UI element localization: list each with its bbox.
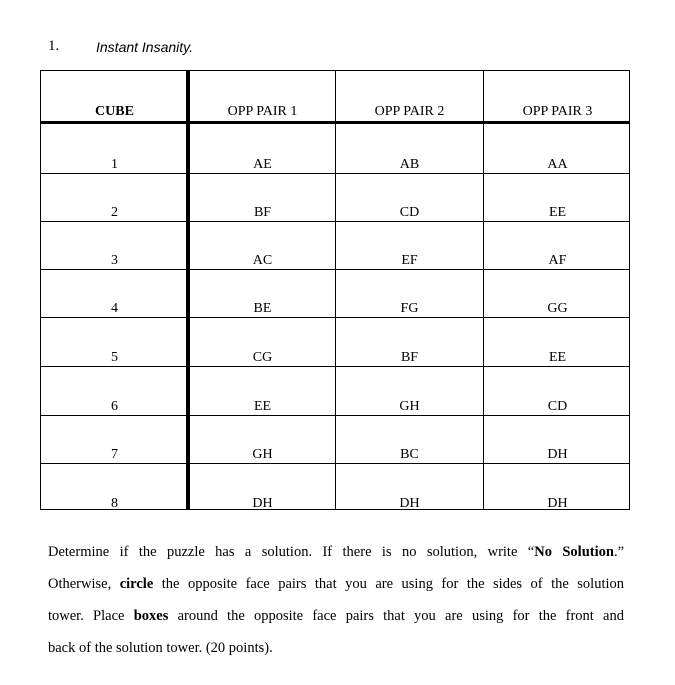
instructions-bold-circle: circle xyxy=(119,576,154,592)
column-divider xyxy=(335,71,336,509)
instructions-bold-boxes: boxes xyxy=(133,608,169,624)
cube-number: 4 xyxy=(111,301,118,316)
opp-pair-cell[interactable]: CD xyxy=(399,205,420,220)
column-divider-thick xyxy=(186,71,190,509)
cube-pairs-table xyxy=(40,70,630,510)
row-divider xyxy=(41,415,629,416)
instructions-line xyxy=(48,639,624,657)
opp-pair-cell[interactable]: FG xyxy=(400,301,419,316)
header-opp-pair-1: OPP PAIR 1 xyxy=(227,104,298,119)
header-opp-pair-3: OPP PAIR 3 xyxy=(522,104,593,119)
instructions-text: back of the solution tower. (20 points). xyxy=(48,640,273,656)
opp-pair-cell[interactable]: EE xyxy=(548,205,567,220)
cube-number: 6 xyxy=(111,399,118,414)
opp-pair-cell[interactable]: AC xyxy=(252,253,273,268)
cube-number: 7 xyxy=(111,447,118,462)
row-divider xyxy=(41,221,629,222)
cube-number: 2 xyxy=(111,205,118,220)
header-cube: CUBE xyxy=(95,104,134,119)
instructions-text: around the opposite face pairs that you are using for the front and xyxy=(168,608,624,624)
opp-pair-cell[interactable]: DH xyxy=(547,496,568,511)
opp-pair-cell[interactable]: BF xyxy=(400,350,419,365)
instructions-text: Otherwise, xyxy=(48,576,120,592)
opp-pair-cell[interactable]: CG xyxy=(252,350,273,365)
row-divider xyxy=(41,366,629,367)
question-number: 1. xyxy=(48,38,60,54)
cube-number: 8 xyxy=(111,496,118,511)
opp-pair-cell[interactable]: BE xyxy=(253,301,272,316)
opp-pair-cell[interactable]: DH xyxy=(399,496,420,511)
row-divider xyxy=(41,173,629,174)
opp-pair-cell[interactable]: GH xyxy=(252,447,273,462)
opp-pair-cell[interactable]: GG xyxy=(547,301,568,316)
row-divider xyxy=(41,463,629,464)
instructions-text: .” xyxy=(613,544,624,560)
opp-pair-cell[interactable]: CD xyxy=(547,399,568,414)
opp-pair-cell[interactable]: GH xyxy=(399,399,420,414)
instructions-bold-no-solution: No Solution xyxy=(534,544,614,560)
question-title: Instant Insanity. xyxy=(96,39,194,55)
header-divider-thick xyxy=(41,121,629,124)
cube-number: 5 xyxy=(111,350,118,365)
opp-pair-cell[interactable]: AF xyxy=(548,253,567,268)
row-divider xyxy=(41,317,629,318)
opp-pair-cell[interactable]: AE xyxy=(253,157,272,172)
instructions-line xyxy=(48,575,624,593)
opp-pair-cell[interactable]: BF xyxy=(253,205,272,220)
opp-pair-cell[interactable]: EE xyxy=(253,399,272,414)
instructions-line xyxy=(48,607,624,625)
opp-pair-cell[interactable]: EE xyxy=(548,350,567,365)
row-divider xyxy=(41,269,629,270)
header-opp-pair-2: OPP PAIR 2 xyxy=(374,104,445,119)
opp-pair-cell[interactable]: AA xyxy=(547,157,568,172)
column-divider xyxy=(483,71,484,509)
cube-number: 1 xyxy=(111,157,118,172)
opp-pair-cell[interactable]: AB xyxy=(399,157,420,172)
instructions-text: tower. Place xyxy=(48,608,134,624)
opp-pair-cell[interactable]: DH xyxy=(547,447,568,462)
opp-pair-cell[interactable]: EF xyxy=(401,253,418,268)
instructions-text: the opposite face pairs that you are using for the sides of the solution xyxy=(153,576,625,592)
opp-pair-cell[interactable]: BC xyxy=(400,447,419,462)
cube-number: 3 xyxy=(111,253,118,268)
opp-pair-cell[interactable]: DH xyxy=(252,496,273,511)
instructions-line xyxy=(48,543,624,561)
instructions-text: Determine if the puzzle has a solution. If there is no solution, write “ xyxy=(48,544,535,560)
